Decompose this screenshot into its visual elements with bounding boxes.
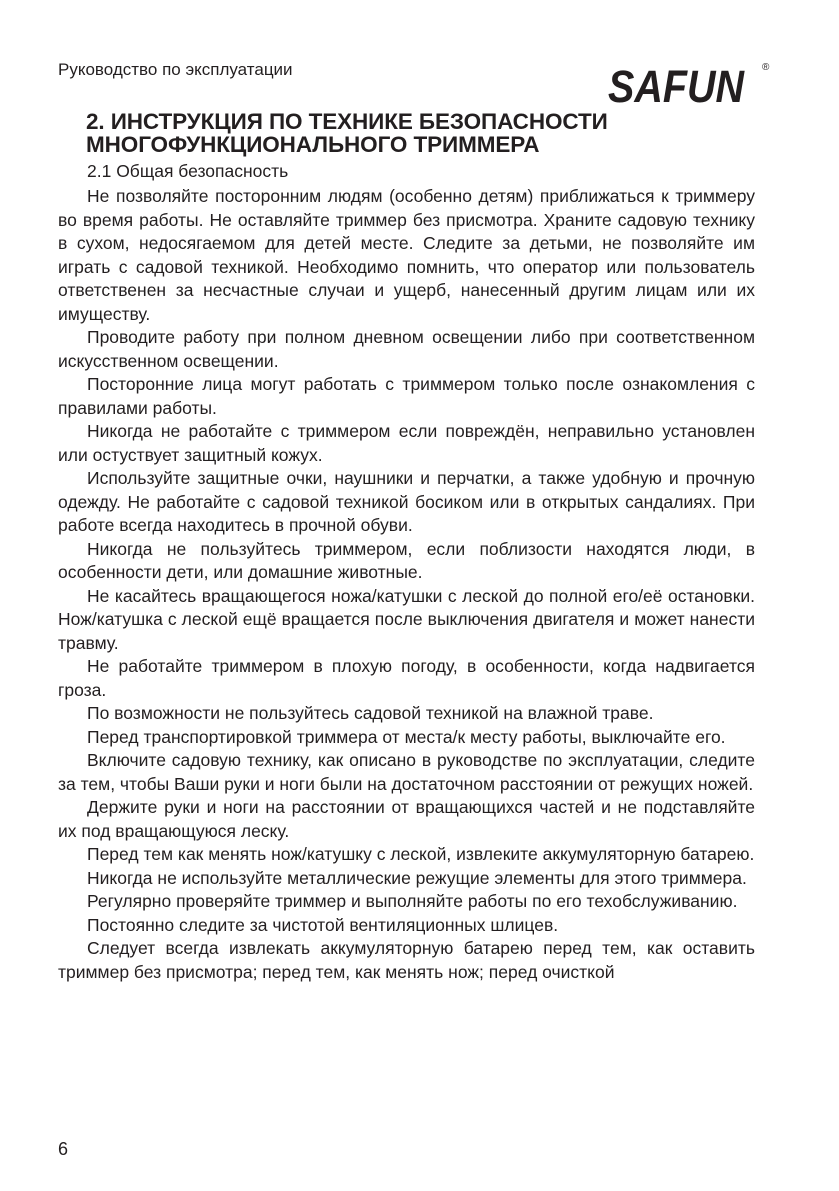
page-title (86, 110, 786, 156)
running-header: Руководство по эксплуатации (58, 60, 293, 79)
paragraph: Держите руки и ноги на расстоянии от вращающихся частей и не подставляйте их под вращающуюся леску. (58, 797, 755, 841)
paragraph: Никогда не работайте с триммером если повреждён, неправильно установлен или остуствует защитный кожух. (58, 421, 755, 465)
paragraph: Включите садовую технику, как описано в руководстве по эксплуатации, следите за тем, чтобы Ваши руки и ноги были на достаточном расстоянии от режущих ножей. (58, 750, 755, 794)
paragraph: По возможности не пользуйтесь садовой техникой на влажной траве. (87, 703, 654, 723)
paragraph: Не позволяйте посторонним людям (особенно детям) приближаться к триммеру во время работы. Не оставляйте триммер без присмотра. Храните садовую технику в сухом, недосягаемом для детей месте. Следите за детьми, не позволяйте им играть с садовой техникой. Необходимо помнить, что оператор или пользователь ответственен за несчастные случаи и ущерб, нанесенный другим лицам или их имуществу. (58, 186, 755, 324)
paragraph: Используйте защитные очки, наушники и перчатки, а также удобную и прочную одежду. Не работайте с садовой техникой босиком или в открытых сандалиях. При работе всегда находитесь в прочной обуви. (58, 468, 755, 535)
page-title-line-1: 2. ИНСТРУКЦИЯ ПО ТЕХНИКЕ БЕЗОПАСНОСТИ (86, 109, 608, 134)
paragraph: Не работайте триммером в плохую погоду, в особенности, когда надвигается гроза. (58, 656, 755, 700)
paragraph: Не касайтесь вращающегося ножа/катушки с леской до полной его/её остановки. Нож/катушка с леской ещё вращается после выключения двигателя и может нанести травму. (58, 585, 755, 653)
paragraph: Посторонние лица могут работать с триммером только после ознакомления с правилами работы. (58, 374, 755, 418)
paragraph: Проводите работу при полном дневном освещении либо при соответственном искусственном освещении. (58, 327, 755, 371)
page-title-line-2: МНОГОФУНКЦИОНАЛЬНОГО ТРИММЕРА (86, 132, 540, 157)
brand-wordmark: SAFUN (608, 61, 746, 108)
paragraph: Никогда не используйте металлические режущие элементы для этого триммера. (87, 867, 747, 888)
safun-logo (606, 58, 776, 108)
page-number: 6 (58, 1139, 69, 1159)
body-text (58, 185, 755, 984)
paragraph: Никогда не пользуйтесь триммером, если поблизости находятся люди, в особенности дети, или домашние животные. (58, 538, 755, 582)
section-heading: 2.1 Общая безопасность (87, 161, 289, 181)
paragraph: Перед транспортировкой триммера от места/к месту работы, выключайте его. (87, 726, 726, 747)
registered-mark: ® (762, 62, 770, 73)
paragraph: Перед тем как менять нож/катушку с леской, извлеките аккумуляторную батарею. (87, 844, 755, 864)
paragraph: Постоянно следите за чистотой вентиляционных шлицев. (87, 914, 559, 935)
paragraph: Следует всегда извлекать аккумуляторную батарею перед тем, как оставить триммер без присмотра; перед тем, как менять нож; перед очисткой (58, 938, 755, 982)
paragraph: Регулярно проверяйте триммер и выполняйте работы по его техобслуживанию. (87, 891, 738, 911)
